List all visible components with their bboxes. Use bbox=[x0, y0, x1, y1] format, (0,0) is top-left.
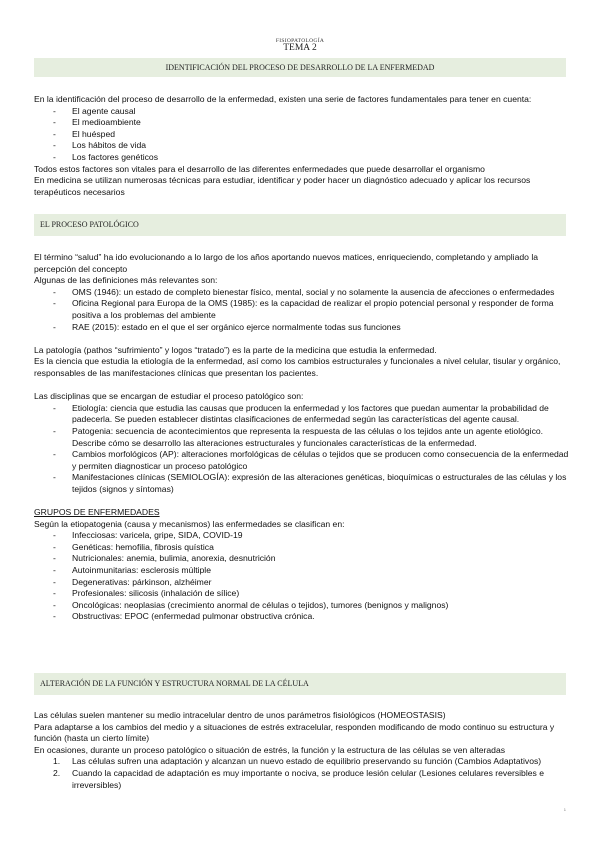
disciplines-intro: Las disciplinas que se encargan de estudiar el proceso patológico son: bbox=[34, 391, 304, 402]
section-title-alteracion-celula: ALTERACIÓN DE LA FUNCIÓN Y ESTRUCTURA NORMAL DE LA CÉLULA bbox=[34, 673, 566, 695]
list-item: - Cambios morfológicos (AP): alteraciones morfológicas de células o tejidos que se producen como consecuencia de la enfermedad y permiten diagnosticar un proceso patológico bbox=[34, 449, 570, 472]
main-title-banner: IDENTIFICACIÓN DEL PROCESO DE DESARROLLO DE LA ENFERMEDAD bbox=[34, 58, 566, 77]
list-item: - Autoinmunitarias: esclerosis múltiple bbox=[34, 565, 570, 577]
responses-list bbox=[34, 756, 570, 791]
section2-body bbox=[34, 710, 570, 791]
list-text: Las células sufren una adaptación y alcanzan un nuevo estado de equilibrio preservando su función (Cambios Adaptativos) bbox=[72, 756, 542, 767]
intro-paragraph: En medicina se utilizan numerosas técnicas para estudiar, identificar y poder hacer un diagnóstico adecuado y aplicar los recursos terapéuticos necesarios bbox=[34, 175, 531, 197]
factors-list bbox=[34, 106, 570, 164]
health-intro: El término “salud” ha ido evolucionando a lo largo de los años aportando nuevos matices, enriqueciendo, completando y ampliado la percepción del concepto bbox=[34, 252, 539, 274]
page-number: 1 bbox=[563, 807, 566, 812]
intro-block bbox=[34, 94, 570, 198]
pathology-definition: La patología (pathos “sufrimiento” y logos “tratado”) es la parte de la medicina que estudia la enfermedad. bbox=[34, 344, 437, 355]
list-item bbox=[34, 768, 570, 791]
list-item: - Etiología: ciencia que estudia las causas que producen la enfermedad y los factores que puedan aumentar la probabilidad de padecerla. Se pueden establecer distintas clasificaciones de enfermedad según las características del agente causal. bbox=[34, 403, 570, 426]
list-item: - Degenerativas: párkinson, alzhéimer bbox=[34, 577, 570, 589]
groups-list bbox=[34, 530, 570, 623]
homeostasis-paragraph: Las células suelen mantener su medio intracelular dentro de unos parámetros fisiológicos (HOMEOSTASIS) bbox=[34, 710, 446, 720]
list-item: - Patogenia: secuencia de acontecimientos que representa la respuesta de las células o los tejidos ante un agente etiológico. Describe cómo se desarrollo las alteraciones estructurales y funcionales características de la enfermedad. bbox=[34, 426, 570, 449]
groups-intro: Según la etiopatogenia (causa y mecanismos) las enfermedades se clasifican en: bbox=[34, 518, 345, 529]
list-item: - Profesionales: silicosis (inhalación de sílice) bbox=[34, 588, 570, 600]
adaptation-paragraph: Para adaptarse a los cambios del medio y a situaciones de estrés extracelular, responden modificando de modo continuo su estructura y función (hasta un cierto límite) bbox=[34, 721, 555, 744]
section1-body bbox=[34, 252, 570, 623]
list-text: Cuando la capacidad de adaptación es muy importante o nociva, se produce lesión celular (Lesiones celulares reversibles e irreversibles) bbox=[72, 767, 544, 790]
list-item: - El huésped bbox=[34, 129, 570, 141]
list-item: - Los hábitos de vida bbox=[34, 140, 570, 152]
definitions-intro: Algunas de las definiciones más relevantes son: bbox=[34, 275, 218, 286]
alteration-paragraph: En ocasiones, durante un proceso patológico o situación de estrés, la función y la estructura de las células se ven alteradas bbox=[34, 744, 506, 755]
groups-heading: GRUPOS DE ENFERMEDADES bbox=[34, 507, 160, 518]
list-item: - Oncológicas: neoplasias (crecimiento anormal de células o tejidos), tumores (benignos y malignos) bbox=[34, 600, 570, 612]
list-number: 2. bbox=[53, 767, 61, 778]
subject-header: FISIOPATOLOGÍA bbox=[275, 38, 325, 44]
list-item: - El medioambiente bbox=[34, 117, 570, 129]
list-item: - El agente causal bbox=[34, 106, 570, 118]
pathology-scope: Es la ciencia que estudia la etiología de la enfermedad, así como los cambios estructurales y funcionales a nivel celular, tisular y orgánico, responsables de las manifestaciones clínicas que presentan los pacientes. bbox=[34, 356, 561, 378]
list-item: - OMS (1946): un estado de completo bienestar físico, mental, social y no solamente la ausencia de afecciones o enfermedades bbox=[34, 287, 570, 299]
topic-header: TEMA 2 bbox=[283, 43, 317, 53]
list-item: - Nutricionales: anemia, bulimia, anorexia, desnutrición bbox=[34, 553, 570, 565]
list-number: 1. bbox=[53, 756, 61, 767]
intro-paragraph: Todos estos factores son vitales para el desarrollo de las diferentes enfermedades que puede desarrollar el organismo bbox=[34, 163, 485, 174]
definitions-list bbox=[34, 287, 570, 333]
disciplines-list bbox=[34, 403, 570, 496]
list-item: - Infecciosas: varicela, gripe, SIDA, COVID-19 bbox=[34, 530, 570, 542]
list-item bbox=[34, 756, 570, 768]
section-title-proceso-patologico: EL PROCESO PATOLÓGICO bbox=[34, 214, 566, 236]
list-item: - Los factores genéticos bbox=[34, 152, 570, 164]
list-item: - RAE (2015): estado en el que el ser orgánico ejerce normalmente todas sus funciones bbox=[34, 322, 570, 334]
list-item: - Oficina Regional para Europa de la OMS (1985): es la capacidad de realizar el propio potencial personal y responder de forma positiva a los problemas del ambiente bbox=[34, 298, 570, 321]
list-item: - Obstructivas: EPOC (enfermedad pulmonar obstructiva crónica. bbox=[34, 611, 570, 623]
list-item: - Manifestaciones clínicas (SEMIOLOGÍA): expresión de las alteraciones genéticas, bioquímicas o estructurales de las células y los tejidos (signos y síntomas) bbox=[34, 472, 570, 495]
intro-lead: En la identificación del proceso de desarrollo de la enfermedad, existen una serie de factores fundamentales para tener en cuenta: bbox=[34, 94, 532, 104]
list-item: - Genéticas: hemofilia, fibrosis quística bbox=[34, 542, 570, 554]
